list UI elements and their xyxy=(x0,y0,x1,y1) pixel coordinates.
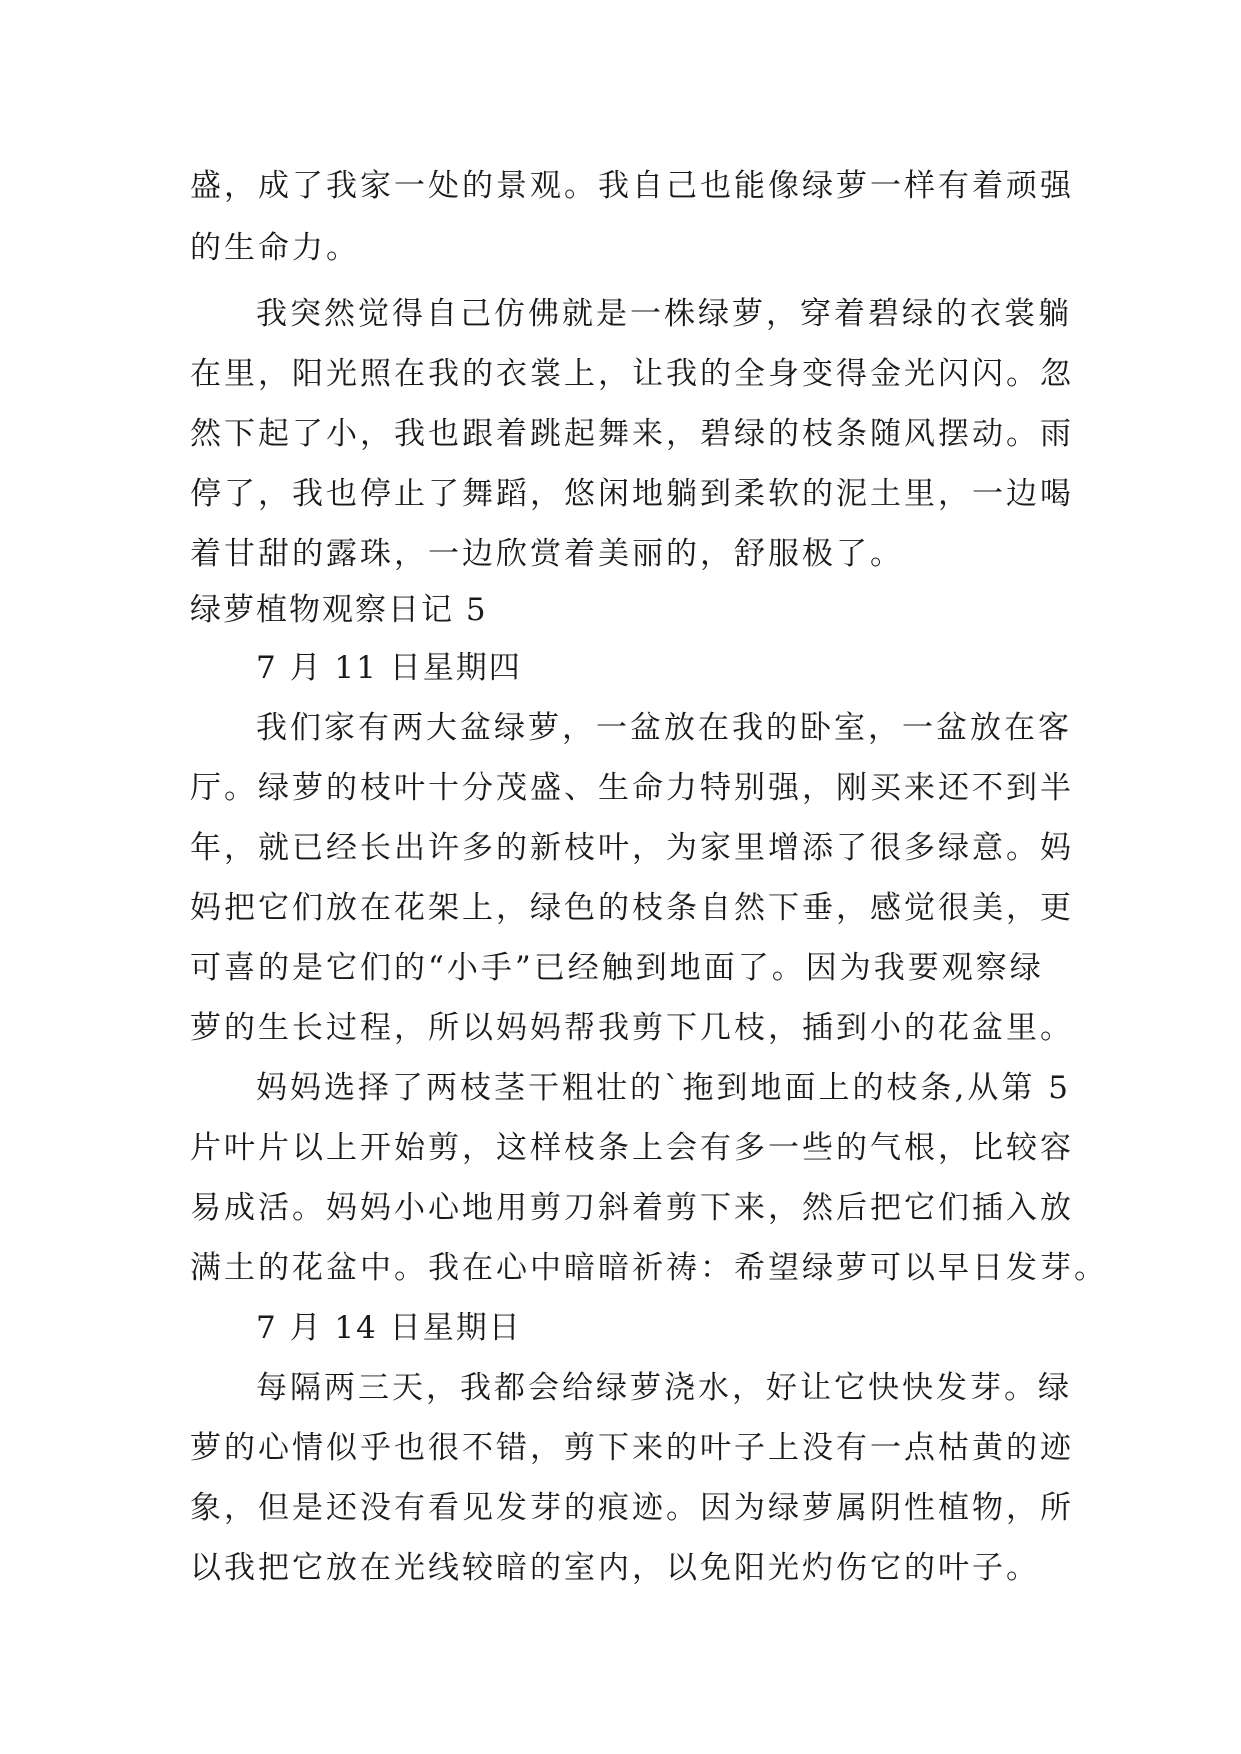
paragraph-line: 以我把它放在光线较暗的室内，以免阳光灼伤它的叶子。 xyxy=(190,1550,1040,1586)
section-heading: 绿萝植物观察日记 5 xyxy=(190,592,488,628)
diary-date: 7 月 11 日星期四 xyxy=(256,650,522,686)
paragraph-line: 萝的生长过程，所以妈妈帮我剪下几枝，插到小的花盆里。 xyxy=(190,1010,1074,1046)
paragraph-line: 可喜的是它们的“小手”已经触到地面了。因为我要观察绿 xyxy=(190,950,1044,986)
paragraph-line: 萝的心情似乎也很不错，剪下来的叶子上没有一点枯黄的迹 xyxy=(190,1430,1074,1466)
paragraph-line: 盛，成了我家一处的景观。我自己也能像绿萝一样有着顽强 xyxy=(190,168,1074,204)
paragraph-line: 我们家有两大盆绿萝，一盆放在我的卧室，一盆放在客 xyxy=(256,710,1072,746)
paragraph-line: 象，但是还没有看见发芽的痕迹。因为绿萝属阴性植物，所 xyxy=(190,1490,1074,1526)
paragraph-line: 妈妈选择了两枝茎干粗壮的`拖到地面上的枝条,从第 5 xyxy=(256,1070,1071,1106)
paragraph-line: 片叶片以上开始剪，这样枝条上会有多一些的气根，比较容 xyxy=(190,1130,1074,1166)
diary-date: 7 月 14 日星期日 xyxy=(256,1310,522,1346)
paragraph-line: 的生命力。 xyxy=(190,230,360,266)
paragraph-line: 然下起了小，我也跟着跳起舞来，碧绿的枝条随风摆动。雨 xyxy=(190,416,1074,452)
paragraph-line: 每隔两三天，我都会给绿萝浇水，好让它快快发芽。绿 xyxy=(256,1370,1072,1406)
paragraph-line: 妈把它们放在花架上，绿色的枝条自然下垂，感觉很美，更 xyxy=(190,890,1074,926)
paragraph-line: 停了，我也停止了舞蹈，悠闲地躺到柔软的泥土里，一边喝 xyxy=(190,476,1074,512)
paragraph-line: 年，就已经长出许多的新枝叶，为家里增添了很多绿意。妈 xyxy=(190,830,1074,866)
paragraph-line: 着甘甜的露珠，一边欣赏着美丽的，舒服极了。 xyxy=(190,536,904,572)
paragraph-line: 易成活。妈妈小心地用剪刀斜着剪下来，然后把它们插入放 xyxy=(190,1190,1074,1226)
paragraph-line: 厅。绿萝的枝叶十分茂盛、生命力特别强，刚买来还不到半 xyxy=(190,770,1074,806)
paragraph-line: 满土的花盆中。我在心中暗暗祈祷：希望绿萝可以早日发芽。 xyxy=(190,1250,1108,1286)
paragraph-line: 我突然觉得自己仿佛就是一株绿萝，穿着碧绿的衣裳躺 xyxy=(256,296,1072,332)
paragraph-line: 在里，阳光照在我的衣裳上，让我的全身变得金光闪闪。忽 xyxy=(190,356,1074,392)
